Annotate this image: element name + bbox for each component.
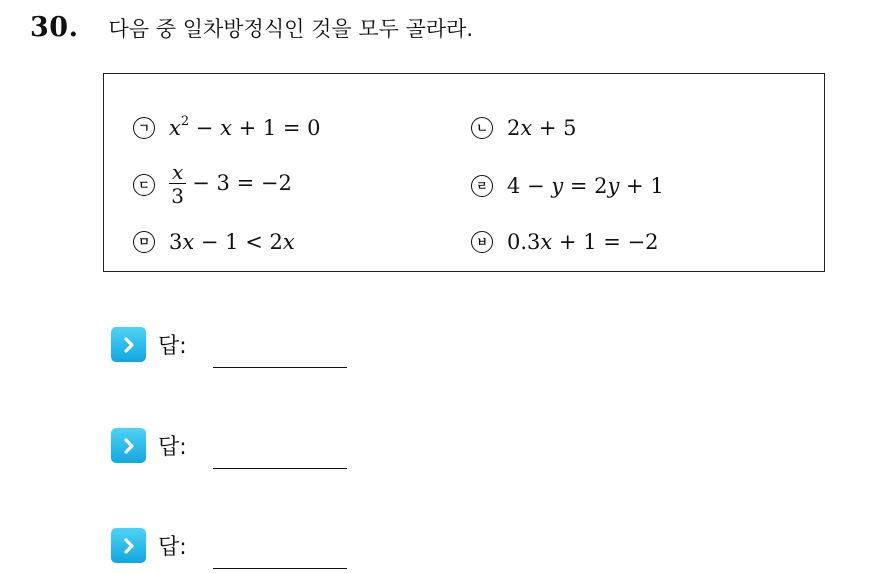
choice-expr-3: $\frac{x}{3}$ − 3 = −2 bbox=[169, 161, 292, 208]
choice-6 bbox=[471, 230, 658, 254]
choice-2 bbox=[471, 116, 577, 140]
answer-label: 답: bbox=[158, 334, 187, 359]
choice-1 bbox=[133, 116, 321, 140]
answer-label: 답: bbox=[158, 535, 187, 560]
question-header bbox=[30, 12, 473, 43]
choice-marker-6: ㅂ bbox=[471, 231, 493, 253]
answer-blank-2[interactable] bbox=[213, 468, 347, 469]
answer-label: 답: bbox=[158, 435, 187, 460]
chevron-right-icon bbox=[111, 327, 146, 362]
fraction bbox=[169, 161, 186, 208]
choice-marker-4: ㄹ bbox=[471, 175, 493, 197]
choice-marker-5: ㅁ bbox=[133, 231, 155, 253]
answer-blank-1[interactable] bbox=[213, 367, 347, 368]
chevron-right-icon bbox=[111, 528, 146, 563]
answer-row-2 bbox=[111, 428, 187, 463]
choice-expr-1: $x^2 - x + 1 = 0$ bbox=[169, 114, 321, 140]
answer-row-3 bbox=[111, 528, 187, 563]
choice-3 bbox=[133, 161, 292, 208]
question-number: 30. bbox=[30, 12, 79, 43]
choice-box bbox=[103, 73, 825, 272]
answer-row-1 bbox=[111, 327, 187, 362]
fraction-denominator: 3 bbox=[171, 184, 184, 208]
choice-expr-4: 4 − y = 2y + 1 bbox=[507, 174, 664, 198]
choice-marker-2: ㄴ bbox=[471, 117, 493, 139]
choice-expr-2: 2x + 5 bbox=[507, 116, 577, 140]
answer-blank-3[interactable] bbox=[213, 568, 347, 569]
question-text: 다음 중 일차방정식인 것을 모두 골라라. bbox=[108, 17, 474, 41]
choice-5 bbox=[133, 230, 295, 254]
choice-expr-6: 0.3x + 1 = −2 bbox=[507, 230, 659, 254]
choice-marker-3: ㄷ bbox=[133, 174, 155, 196]
choice-marker-1: ㄱ bbox=[133, 117, 155, 139]
chevron-right-icon bbox=[111, 428, 146, 463]
choice-4 bbox=[471, 174, 664, 198]
fraction-numerator: x bbox=[169, 161, 186, 184]
choice-expr-5: 3x − 1 < 2x bbox=[169, 230, 295, 254]
